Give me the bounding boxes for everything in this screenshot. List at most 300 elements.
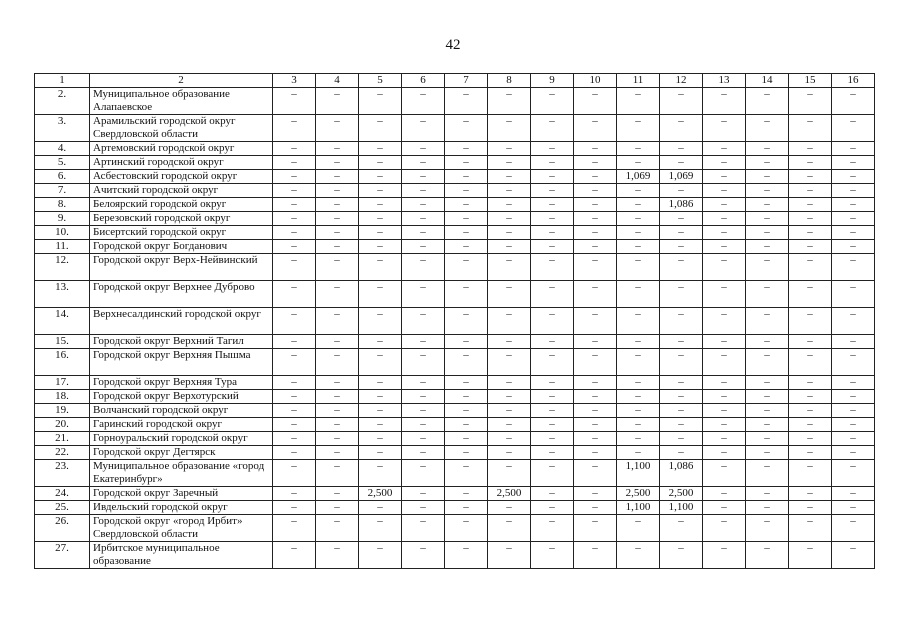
cell-value: – bbox=[746, 156, 789, 170]
cell-value: – bbox=[832, 349, 875, 376]
cell-value: – bbox=[574, 446, 617, 460]
cell-value: – bbox=[617, 390, 660, 404]
cell-value: – bbox=[359, 515, 402, 542]
cell-value: 1,100 bbox=[660, 501, 703, 515]
municipality-name: Арамильский городской округ Свердловской области bbox=[90, 115, 273, 142]
cell-value: – bbox=[832, 335, 875, 349]
cell-value: – bbox=[273, 88, 316, 115]
cell-value: – bbox=[789, 501, 832, 515]
cell-value: – bbox=[402, 390, 445, 404]
cell-value: – bbox=[531, 240, 574, 254]
cell-value: – bbox=[746, 404, 789, 418]
cell-value: – bbox=[832, 254, 875, 281]
cell-value: – bbox=[488, 515, 531, 542]
cell-value: – bbox=[445, 390, 488, 404]
cell-value: – bbox=[574, 254, 617, 281]
cell-value: – bbox=[273, 198, 316, 212]
cell-value: – bbox=[574, 156, 617, 170]
cell-value: – bbox=[832, 404, 875, 418]
table-row bbox=[35, 418, 875, 432]
cell-value: – bbox=[402, 501, 445, 515]
cell-value: – bbox=[359, 418, 402, 432]
cell-value: – bbox=[488, 542, 531, 569]
cell-value: – bbox=[531, 226, 574, 240]
cell-value: – bbox=[746, 184, 789, 198]
cell-value: – bbox=[703, 349, 746, 376]
cell-value: – bbox=[402, 376, 445, 390]
cell-value: – bbox=[832, 446, 875, 460]
cell-value: – bbox=[574, 226, 617, 240]
cell-value: – bbox=[402, 542, 445, 569]
cell-value: – bbox=[832, 170, 875, 184]
cell-value: – bbox=[789, 308, 832, 335]
cell-value: – bbox=[703, 335, 746, 349]
row-number: 11. bbox=[35, 240, 90, 254]
cell-value: – bbox=[273, 212, 316, 226]
cell-value: – bbox=[531, 501, 574, 515]
cell-value: – bbox=[531, 198, 574, 212]
cell-value: – bbox=[703, 432, 746, 446]
column-header: 13 bbox=[703, 74, 746, 88]
cell-value: – bbox=[832, 212, 875, 226]
cell-value: – bbox=[746, 335, 789, 349]
row-number: 13. bbox=[35, 281, 90, 308]
table-row bbox=[35, 184, 875, 198]
cell-value: – bbox=[359, 254, 402, 281]
cell-value: 1,069 bbox=[617, 170, 660, 184]
cell-value: – bbox=[488, 156, 531, 170]
cell-value: – bbox=[660, 115, 703, 142]
cell-value: 2,500 bbox=[359, 487, 402, 501]
cell-value: – bbox=[574, 212, 617, 226]
municipality-name: Верхнесалдинский городской округ bbox=[90, 308, 273, 335]
cell-value: – bbox=[402, 308, 445, 335]
cell-value: – bbox=[316, 390, 359, 404]
cell-value: – bbox=[273, 418, 316, 432]
cell-value: – bbox=[832, 115, 875, 142]
cell-value: – bbox=[746, 487, 789, 501]
municipality-name: Городской округ Дегтярск bbox=[90, 446, 273, 460]
municipality-name: Ирбитское муниципальное образование bbox=[90, 542, 273, 569]
cell-value: 2,500 bbox=[488, 487, 531, 501]
cell-value: – bbox=[359, 501, 402, 515]
cell-value: – bbox=[273, 184, 316, 198]
cell-value: – bbox=[445, 170, 488, 184]
cell-value: – bbox=[574, 184, 617, 198]
cell-value: – bbox=[789, 184, 832, 198]
cell-value: – bbox=[488, 390, 531, 404]
cell-value: – bbox=[488, 404, 531, 418]
cell-value: – bbox=[531, 115, 574, 142]
cell-value: – bbox=[531, 460, 574, 487]
cell-value: – bbox=[617, 308, 660, 335]
cell-value: – bbox=[488, 376, 531, 390]
cell-value: – bbox=[273, 308, 316, 335]
cell-value: – bbox=[660, 308, 703, 335]
cell-value: – bbox=[703, 418, 746, 432]
cell-value: – bbox=[402, 240, 445, 254]
cell-value: – bbox=[789, 240, 832, 254]
cell-value: – bbox=[359, 335, 402, 349]
row-number: 2. bbox=[35, 88, 90, 115]
cell-value: – bbox=[359, 198, 402, 212]
cell-value: – bbox=[273, 156, 316, 170]
cell-value: – bbox=[746, 418, 789, 432]
table-row bbox=[35, 335, 875, 349]
municipality-name: Городской округ Верхотурский bbox=[90, 390, 273, 404]
cell-value: – bbox=[316, 88, 359, 115]
municipality-name: Муниципальное образование «город Екатеринбург» bbox=[90, 460, 273, 487]
municipality-name: Городской округ «город Ирбит» Свердловской области bbox=[90, 515, 273, 542]
row-number: 18. bbox=[35, 390, 90, 404]
table-row bbox=[35, 170, 875, 184]
cell-value: – bbox=[703, 156, 746, 170]
municipality-name: Бисертский городской округ bbox=[90, 226, 273, 240]
cell-value: – bbox=[574, 170, 617, 184]
table-row bbox=[35, 501, 875, 515]
cell-value: – bbox=[703, 487, 746, 501]
cell-value: – bbox=[617, 254, 660, 281]
municipality-name: Асбестовский городской округ bbox=[90, 170, 273, 184]
cell-value: 1,100 bbox=[617, 501, 660, 515]
cell-value: – bbox=[832, 156, 875, 170]
cell-value: – bbox=[574, 515, 617, 542]
table-row bbox=[35, 515, 875, 542]
cell-value: – bbox=[832, 418, 875, 432]
cell-value: – bbox=[445, 198, 488, 212]
cell-value: – bbox=[531, 142, 574, 156]
cell-value: – bbox=[359, 240, 402, 254]
cell-value: – bbox=[660, 254, 703, 281]
cell-value: – bbox=[488, 446, 531, 460]
cell-value: – bbox=[789, 487, 832, 501]
cell-value: – bbox=[660, 390, 703, 404]
column-header: 7 bbox=[445, 74, 488, 88]
row-number: 22. bbox=[35, 446, 90, 460]
cell-value: – bbox=[660, 184, 703, 198]
cell-value: – bbox=[574, 240, 617, 254]
cell-value: – bbox=[617, 115, 660, 142]
row-number: 15. bbox=[35, 335, 90, 349]
table-row bbox=[35, 487, 875, 501]
cell-value: – bbox=[316, 542, 359, 569]
cell-value: – bbox=[445, 184, 488, 198]
cell-value: – bbox=[316, 240, 359, 254]
cell-value: – bbox=[445, 156, 488, 170]
cell-value: – bbox=[617, 404, 660, 418]
column-header: 16 bbox=[832, 74, 875, 88]
cell-value: – bbox=[703, 390, 746, 404]
cell-value: – bbox=[617, 240, 660, 254]
cell-value: – bbox=[832, 460, 875, 487]
cell-value: – bbox=[402, 198, 445, 212]
cell-value: – bbox=[316, 432, 359, 446]
cell-value: – bbox=[531, 254, 574, 281]
municipality-name: Белоярский городской округ bbox=[90, 198, 273, 212]
cell-value: – bbox=[359, 142, 402, 156]
cell-value: – bbox=[445, 115, 488, 142]
column-header: 12 bbox=[660, 74, 703, 88]
cell-value: – bbox=[832, 308, 875, 335]
cell-value: – bbox=[574, 404, 617, 418]
cell-value: – bbox=[746, 281, 789, 308]
cell-value: – bbox=[316, 212, 359, 226]
cell-value: – bbox=[660, 142, 703, 156]
municipality-name: Городской округ Верх-Нейвинский bbox=[90, 254, 273, 281]
cell-value: – bbox=[574, 349, 617, 376]
cell-value: – bbox=[832, 88, 875, 115]
row-number: 25. bbox=[35, 501, 90, 515]
cell-value: – bbox=[660, 226, 703, 240]
cell-value: – bbox=[402, 184, 445, 198]
cell-value: – bbox=[703, 240, 746, 254]
cell-value: – bbox=[574, 376, 617, 390]
cell-value: – bbox=[789, 212, 832, 226]
cell-value: – bbox=[660, 156, 703, 170]
cell-value: – bbox=[273, 487, 316, 501]
cell-value: – bbox=[402, 487, 445, 501]
cell-value: – bbox=[703, 281, 746, 308]
cell-value: – bbox=[402, 170, 445, 184]
table-row bbox=[35, 156, 875, 170]
row-number: 8. bbox=[35, 198, 90, 212]
cell-value: – bbox=[789, 88, 832, 115]
cell-value: – bbox=[617, 156, 660, 170]
cell-value: – bbox=[746, 460, 789, 487]
table-row bbox=[35, 308, 875, 335]
cell-value: – bbox=[445, 487, 488, 501]
cell-value: – bbox=[488, 281, 531, 308]
cell-value: – bbox=[832, 390, 875, 404]
column-header: 11 bbox=[617, 74, 660, 88]
cell-value: – bbox=[746, 542, 789, 569]
cell-value: – bbox=[531, 390, 574, 404]
cell-value: – bbox=[488, 170, 531, 184]
table-row bbox=[35, 446, 875, 460]
cell-value: – bbox=[746, 432, 789, 446]
municipality-name: Городской округ Заречный bbox=[90, 487, 273, 501]
cell-value: – bbox=[832, 198, 875, 212]
cell-value: – bbox=[531, 335, 574, 349]
cell-value: – bbox=[617, 335, 660, 349]
cell-value: – bbox=[703, 446, 746, 460]
cell-value: – bbox=[660, 240, 703, 254]
cell-value: – bbox=[617, 515, 660, 542]
cell-value: – bbox=[789, 542, 832, 569]
cell-value: – bbox=[832, 542, 875, 569]
cell-value: – bbox=[531, 349, 574, 376]
cell-value: – bbox=[316, 418, 359, 432]
cell-value: – bbox=[617, 226, 660, 240]
column-header: 4 bbox=[316, 74, 359, 88]
page-number: 42 bbox=[445, 37, 461, 53]
cell-value: – bbox=[488, 460, 531, 487]
cell-value: – bbox=[273, 335, 316, 349]
cell-value: – bbox=[789, 515, 832, 542]
cell-value: – bbox=[660, 432, 703, 446]
cell-value: – bbox=[488, 335, 531, 349]
cell-value: – bbox=[746, 446, 789, 460]
cell-value: – bbox=[445, 515, 488, 542]
cell-value: – bbox=[703, 212, 746, 226]
cell-value: – bbox=[617, 376, 660, 390]
cell-value: – bbox=[574, 335, 617, 349]
row-number: 16. bbox=[35, 349, 90, 376]
column-header: 10 bbox=[574, 74, 617, 88]
cell-value: – bbox=[316, 142, 359, 156]
cell-value: – bbox=[746, 88, 789, 115]
cell-value: – bbox=[531, 184, 574, 198]
cell-value: – bbox=[316, 487, 359, 501]
cell-value: – bbox=[359, 390, 402, 404]
cell-value: – bbox=[316, 156, 359, 170]
cell-value: – bbox=[445, 460, 488, 487]
cell-value: – bbox=[273, 446, 316, 460]
cell-value: – bbox=[703, 460, 746, 487]
cell-value: – bbox=[832, 281, 875, 308]
cell-value: – bbox=[617, 142, 660, 156]
cell-value: – bbox=[316, 446, 359, 460]
cell-value: – bbox=[789, 115, 832, 142]
cell-value: – bbox=[660, 376, 703, 390]
cell-value: – bbox=[402, 335, 445, 349]
cell-value: – bbox=[703, 115, 746, 142]
municipality-name: Волчанский городской округ bbox=[90, 404, 273, 418]
cell-value: – bbox=[746, 308, 789, 335]
cell-value: – bbox=[488, 226, 531, 240]
cell-value: – bbox=[445, 542, 488, 569]
cell-value: – bbox=[574, 487, 617, 501]
cell-value: – bbox=[574, 432, 617, 446]
cell-value: – bbox=[617, 349, 660, 376]
cell-value: – bbox=[488, 254, 531, 281]
cell-value: – bbox=[316, 115, 359, 142]
cell-value: – bbox=[531, 212, 574, 226]
cell-value: – bbox=[316, 349, 359, 376]
table-row bbox=[35, 390, 875, 404]
cell-value: – bbox=[402, 156, 445, 170]
cell-value: – bbox=[703, 308, 746, 335]
cell-value: – bbox=[746, 115, 789, 142]
cell-value: – bbox=[703, 88, 746, 115]
cell-value: – bbox=[574, 460, 617, 487]
cell-value: – bbox=[746, 212, 789, 226]
cell-value: – bbox=[617, 446, 660, 460]
cell-value: – bbox=[789, 404, 832, 418]
data-table bbox=[34, 73, 875, 569]
cell-value: – bbox=[789, 335, 832, 349]
cell-value: – bbox=[703, 226, 746, 240]
cell-value: – bbox=[703, 542, 746, 569]
cell-value: – bbox=[273, 390, 316, 404]
cell-value: – bbox=[832, 515, 875, 542]
cell-value: – bbox=[789, 432, 832, 446]
cell-value: – bbox=[574, 142, 617, 156]
cell-value: – bbox=[402, 254, 445, 281]
cell-value: – bbox=[359, 446, 402, 460]
cell-value: – bbox=[789, 142, 832, 156]
cell-value: – bbox=[445, 281, 488, 308]
cell-value: – bbox=[273, 226, 316, 240]
column-header: 2 bbox=[90, 74, 273, 88]
cell-value: – bbox=[789, 198, 832, 212]
cell-value: – bbox=[660, 542, 703, 569]
cell-value: – bbox=[402, 226, 445, 240]
cell-value: – bbox=[703, 184, 746, 198]
cell-value: – bbox=[746, 349, 789, 376]
cell-value: – bbox=[746, 226, 789, 240]
cell-value: – bbox=[789, 446, 832, 460]
cell-value: – bbox=[789, 281, 832, 308]
cell-value: – bbox=[359, 460, 402, 487]
cell-value: 1,086 bbox=[660, 460, 703, 487]
cell-value: – bbox=[488, 418, 531, 432]
row-number: 10. bbox=[35, 226, 90, 240]
cell-value: – bbox=[445, 418, 488, 432]
cell-value: – bbox=[402, 281, 445, 308]
cell-value: 2,500 bbox=[617, 487, 660, 501]
municipality-name: Горноуральский городской округ bbox=[90, 432, 273, 446]
cell-value: – bbox=[488, 115, 531, 142]
cell-value: – bbox=[531, 418, 574, 432]
cell-value: – bbox=[316, 184, 359, 198]
cell-value: 1,086 bbox=[660, 198, 703, 212]
cell-value: – bbox=[359, 184, 402, 198]
cell-value: – bbox=[273, 281, 316, 308]
cell-value: – bbox=[359, 170, 402, 184]
cell-value: – bbox=[789, 226, 832, 240]
cell-value: – bbox=[316, 335, 359, 349]
cell-value: – bbox=[273, 170, 316, 184]
cell-value: – bbox=[273, 515, 316, 542]
cell-value: – bbox=[402, 115, 445, 142]
cell-value: – bbox=[402, 446, 445, 460]
cell-value: – bbox=[660, 515, 703, 542]
cell-value: – bbox=[316, 226, 359, 240]
row-number: 6. bbox=[35, 170, 90, 184]
cell-value: – bbox=[832, 142, 875, 156]
cell-value: – bbox=[660, 446, 703, 460]
table-row bbox=[35, 240, 875, 254]
cell-value: – bbox=[402, 515, 445, 542]
cell-value: – bbox=[746, 501, 789, 515]
column-header: 15 bbox=[789, 74, 832, 88]
cell-value: 1,069 bbox=[660, 170, 703, 184]
cell-value: – bbox=[832, 487, 875, 501]
row-number: 24. bbox=[35, 487, 90, 501]
cell-value: – bbox=[359, 226, 402, 240]
cell-value: – bbox=[746, 390, 789, 404]
table-row bbox=[35, 254, 875, 281]
cell-value: – bbox=[703, 376, 746, 390]
cell-value: – bbox=[445, 254, 488, 281]
row-number: 21. bbox=[35, 432, 90, 446]
cell-value: – bbox=[316, 404, 359, 418]
cell-value: – bbox=[789, 376, 832, 390]
cell-value: – bbox=[660, 335, 703, 349]
cell-value: – bbox=[359, 349, 402, 376]
cell-value: – bbox=[574, 308, 617, 335]
column-header: 3 bbox=[273, 74, 316, 88]
table-header-row bbox=[35, 74, 875, 88]
cell-value: – bbox=[273, 240, 316, 254]
cell-value: – bbox=[402, 212, 445, 226]
cell-value: – bbox=[832, 184, 875, 198]
cell-value: 2,500 bbox=[660, 487, 703, 501]
cell-value: – bbox=[445, 376, 488, 390]
row-number: 27. bbox=[35, 542, 90, 569]
cell-value: – bbox=[488, 212, 531, 226]
